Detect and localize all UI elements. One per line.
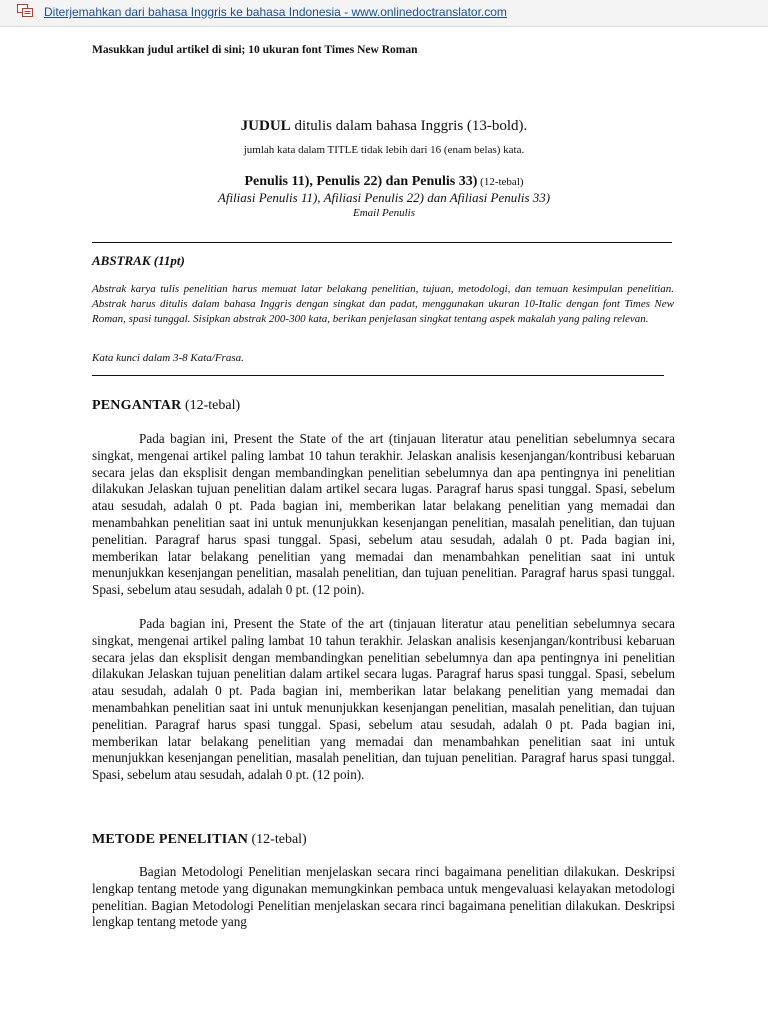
abstract-body: Abstrak karya tulis penelitian harus memuat latar belakang penelitian, tujuan, metodologi, dan temuan kesimpulan penelitian. Abstrak harus ditulis dalam bahasa Inggris dengan singkat dan padat, menggunakan ukuran 10-Italic dengan font Times New Roman, spasi tunggal. Sisipkan abstrak 200-300 kata, berikan penjelasan singkat tentang aspek makalah yang paling relevan. — [92, 283, 674, 325]
translator-logo-icon — [17, 4, 33, 17]
author-size-note: (12-tebal) — [477, 176, 524, 188]
abstract-heading: ABSTRAK (11pt) — [92, 253, 185, 268]
running-head: Masukkan judul artikel di sini; 10 ukuran font Times New Roman — [92, 44, 418, 56]
article-title — [0, 118, 768, 135]
title-rest: ditulis dalam bahasa Inggris (13-bold). — [290, 118, 528, 134]
author-affiliations: Afiliasi Penulis 11), Afiliasi Penulis 22) dan Afiliasi Penulis 33) — [217, 190, 551, 205]
author-line — [0, 174, 768, 190]
translator-link[interactable]: Diterjemahkan dari bahasa Inggris ke bahasa Indonesia - www.onlinedoctranslator.com — [44, 5, 507, 19]
intro-heading-bold: PENGANTAR — [92, 398, 182, 413]
translation-banner — [0, 0, 768, 27]
intro-heading-note: (12-tebal) — [181, 398, 241, 413]
author-names: Penulis 11), Penulis 22) dan Penulis 33) — [244, 174, 478, 189]
method-heading — [92, 832, 307, 848]
method-heading-bold: METODE PENELITIAN — [92, 832, 249, 847]
intro-paragraph: Pada bagian ini, Present the State of the art (tinjauan literatur atau penelitian sebelumnya secara singkat, mengenai artikel paling lambat 10 tahun terakhir. Jelaskan analisis kesenjangan/kontribusi kebaruan secara jelas dan eksplisit dengan membandingkan penelitian sebelumnya dan apa pentingnya ini penelitian dilakukan Jelaskan tujuan penelitian dalam artikel secara lugas. Paragraf harus spasi tunggal. Spasi, sebelum atau sesudah, adalah 0 pt. Pada bagian ini, memberikan latar belakang penelitian yang memadai dan menambahkan penelitian saat ini untuk menunjukkan kesenjangan penelitian, masalah penelitian, dan tujuan penelitian. Paragraf harus spasi tunggal. Spasi, sebelum atau sesudah, adalah 0 pt. Pada bagian ini, memberikan latar belakang penelitian yang memadai dan menambahkan penelitian saat ini untuk menunjukkan kesenjangan penelitian, masalah penelitian, dan tujuan penelitian. Paragraf harus spasi tunggal. Spasi, sebelum atau sesudah, adalah 0 pt. (12 poin). — [92, 431, 675, 598]
intro-paragraph: Pada bagian ini, Present the State of the art (tinjauan literatur atau penelitian sebelumnya secara singkat, mengenai artikel paling lambat 10 tahun terakhir. Jelaskan analisis kesenjangan/kontribusi kebaruan secara jelas dan eksplisit dengan membandingkan penelitian sebelumnya dan apa pentingnya ini penelitian dilakukan Jelaskan tujuan penelitian dalam artikel secara lugas. Paragraf harus spasi tunggal. Spasi, sebelum atau sesudah, adalah 0 pt. Pada bagian ini, memberikan latar belakang penelitian yang memadai dan menambahkan penelitian saat ini untuk menunjukkan kesenjangan penelitian, masalah penelitian, dan tujuan penelitian. Paragraf harus spasi tunggal. Spasi, sebelum atau sesudah, adalah 0 pt. Pada bagian ini, memberikan latar belakang penelitian yang memadai dan menambahkan penelitian saat ini untuk menunjukkan kesenjangan penelitian, masalah penelitian, dan tujuan penelitian. Paragraf harus spasi tunggal. Spasi, sebelum atau sesudah, adalah 0 pt. (12 poin). — [92, 616, 675, 783]
method-heading-note: (12-tebal) — [248, 832, 307, 847]
abstract-top-rule — [92, 242, 672, 243]
author-email: Email Penulis — [352, 207, 416, 219]
abstract-keywords: Kata kunci dalam 3-8 Kata/Frasa. — [92, 352, 244, 364]
intro-heading — [92, 398, 240, 414]
title-note: jumlah kata dalam TITLE tidak lebih dari 16 (enam belas) kata. — [243, 144, 525, 156]
method-paragraph: Bagian Metodologi Penelitian menjelaskan secara rinci bagaimana penelitian dilakukan. Deskripsi lengkap tentang metode yang digunakan memungkinkan pembaca untuk mengevaluasi kelayakan metodologi penelitian. Bagian Metodologi Penelitian menjelaskan secara rinci bagaimana penelitian dilakukan. Deskripsi lengkap tentang metode yang — [92, 864, 675, 930]
abstract-bottom-rule — [92, 375, 664, 376]
title-bold: JUDUL — [240, 118, 291, 134]
